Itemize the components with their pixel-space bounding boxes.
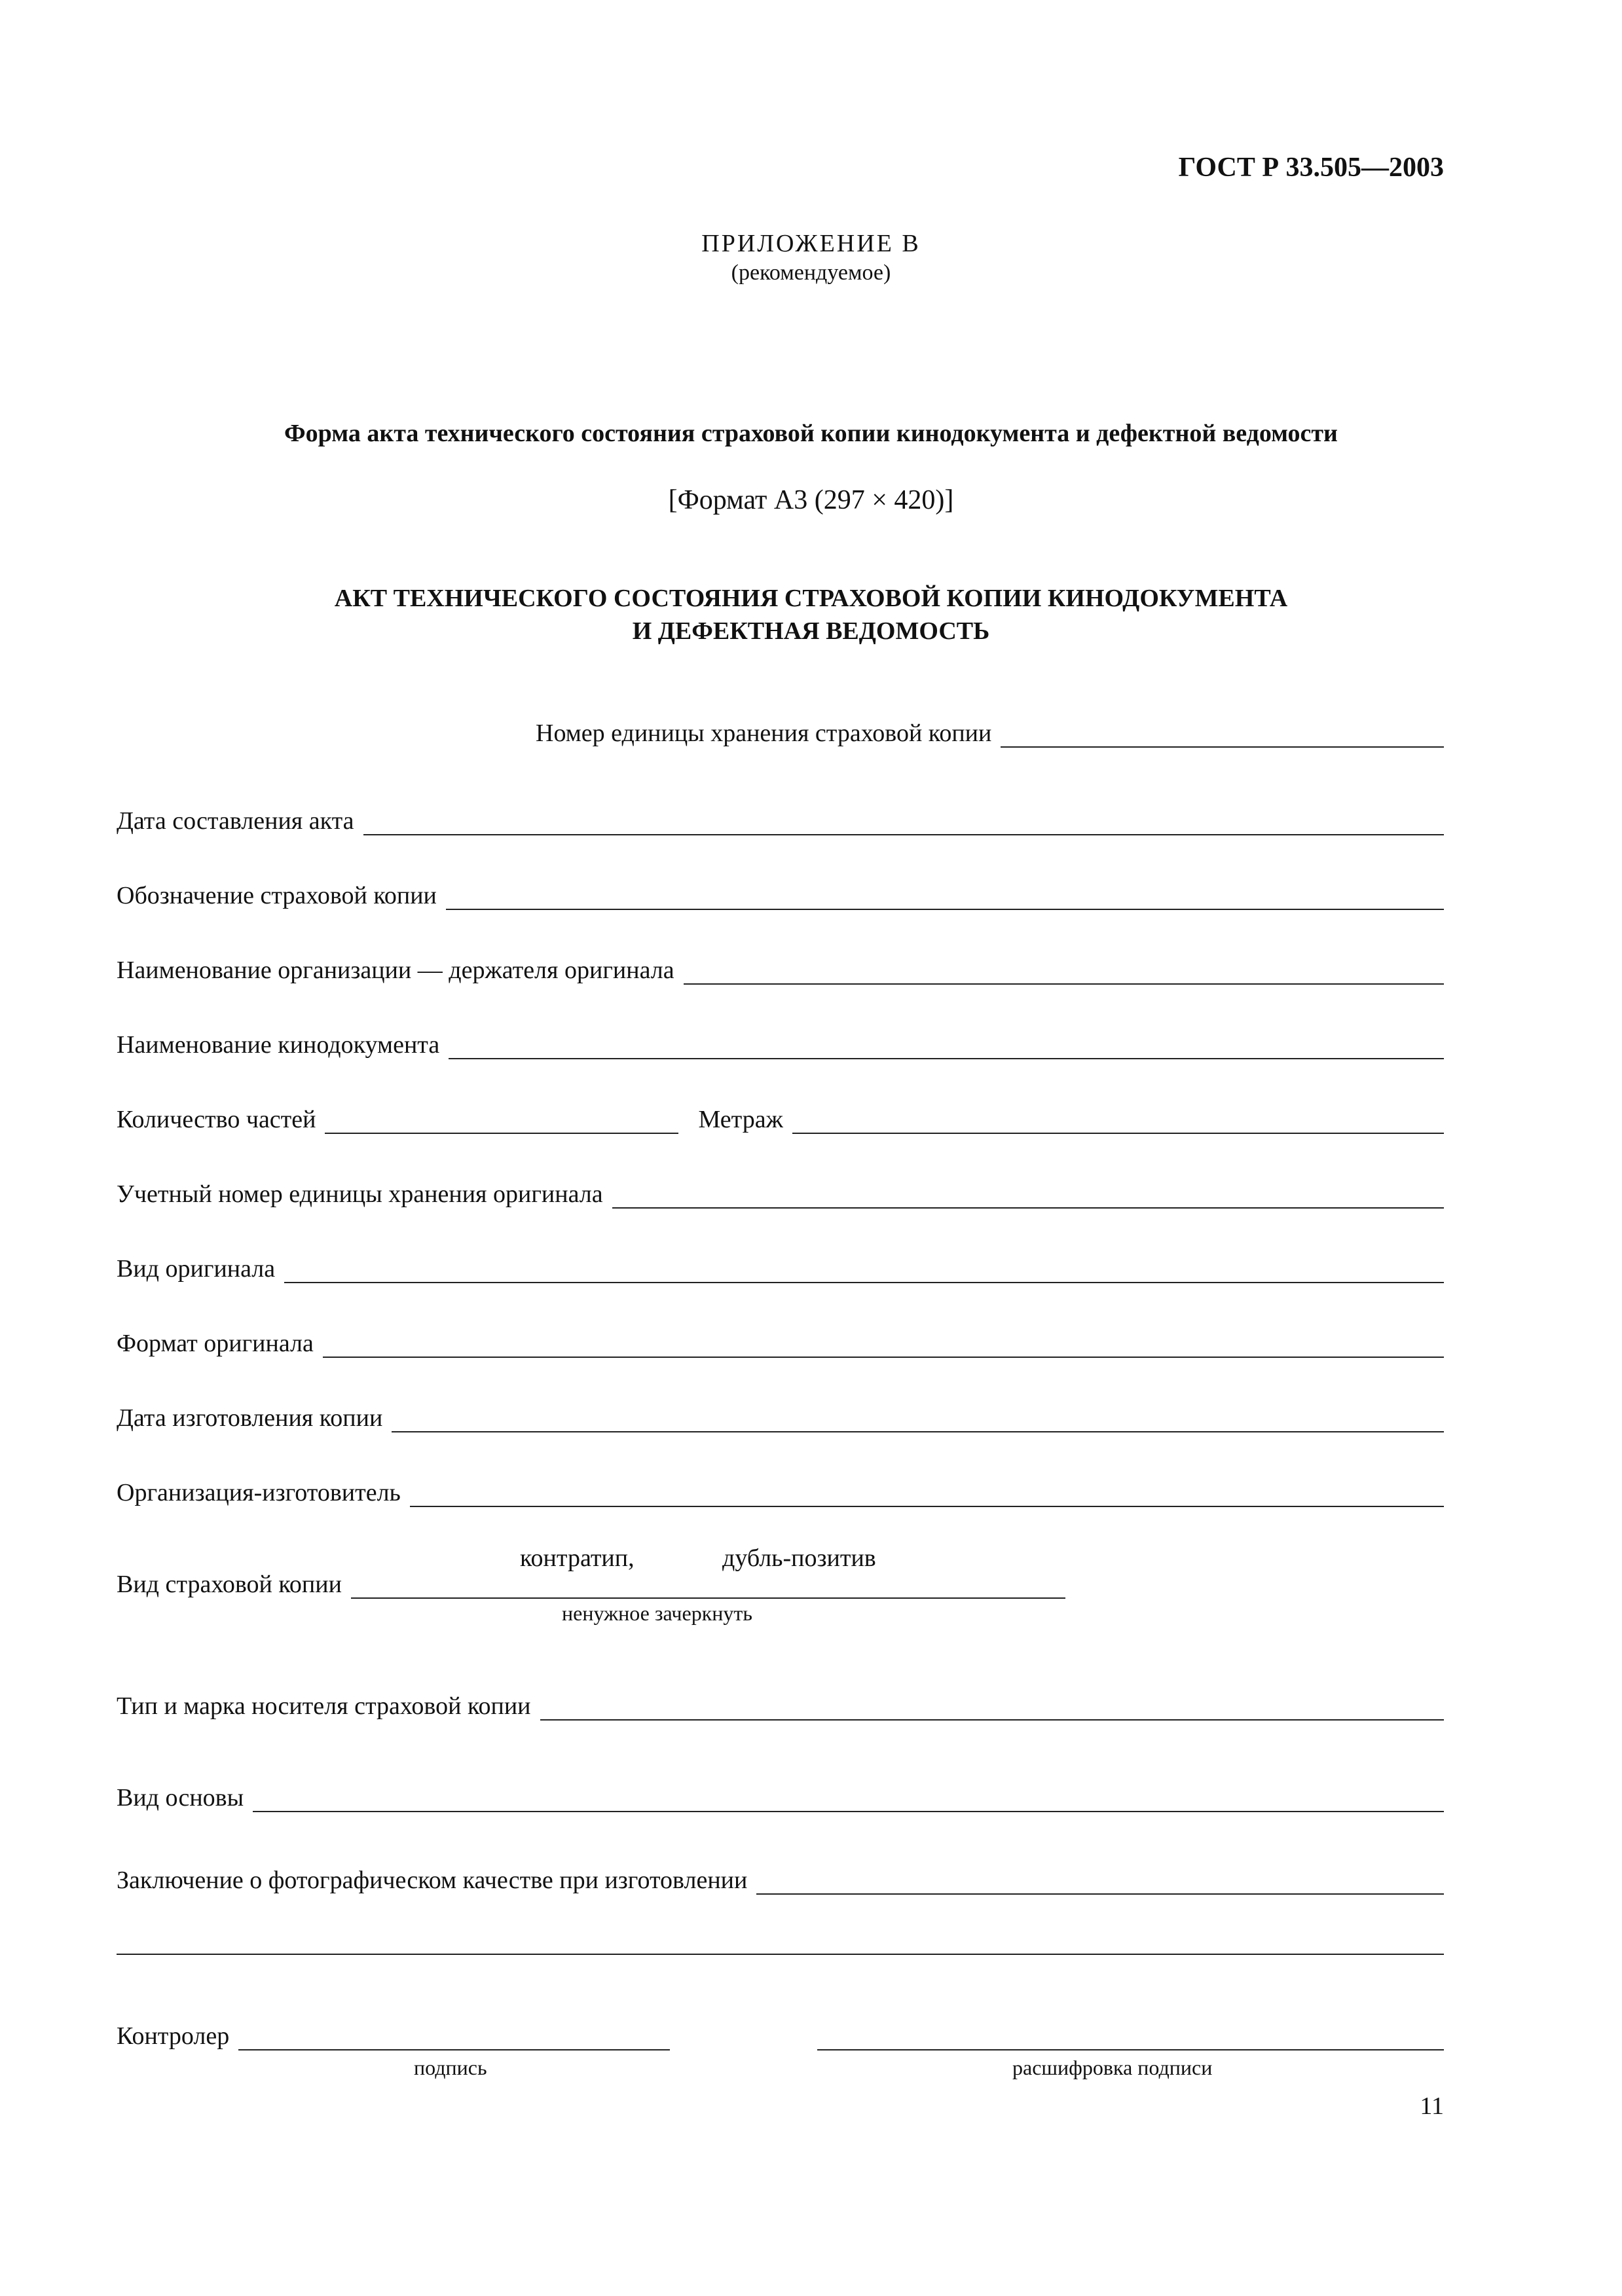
manufacturer-line[interactable] [410, 1478, 1444, 1507]
act-date-field[interactable] [117, 799, 1444, 835]
copy-designation-label: Обозначение страховой копии [117, 882, 437, 909]
original-storage-number-field[interactable] [117, 1172, 1444, 1209]
signature-decode-line[interactable] [817, 2049, 1444, 2050]
act-date-label: Дата составления акта [117, 807, 354, 835]
manufacturer-field[interactable] [117, 1470, 1444, 1507]
original-storage-number-label: Учетный номер единицы хранения оригинала [117, 1180, 603, 1208]
signature-hint: подпись [414, 2056, 487, 2079]
controller-label: Контролер [117, 2022, 230, 2050]
original-kind-line[interactable] [284, 1254, 1444, 1283]
appendix-title: ПРИЛОЖЕНИЕ В [701, 230, 921, 257]
film-name-label: Наименование кинодокумента [117, 1031, 440, 1059]
controller-signature-line[interactable] [238, 2022, 670, 2050]
base-kind-field[interactable] [117, 1776, 1444, 1812]
footage-line[interactable] [792, 1105, 1444, 1134]
base-kind-line[interactable] [253, 1783, 1444, 1812]
photo-quality-extra-line[interactable] [117, 1954, 1444, 1955]
copy-date-label: Дата изготовления копии [117, 1404, 383, 1432]
film-name-line[interactable] [449, 1030, 1444, 1059]
manufacturer-label: Организация-изготовитель [117, 1479, 401, 1506]
holder-org-field[interactable] [117, 948, 1444, 985]
parts-count-line[interactable] [325, 1105, 678, 1134]
copy-kind-field[interactable] [117, 1562, 1065, 1599]
original-format-label: Формат оригинала [117, 1330, 314, 1357]
photo-quality-field[interactable] [117, 1858, 1444, 1895]
storage-number-label: Номер единицы хранения страховой копии [536, 720, 992, 747]
act-title-line1: АКТ ТЕХНИЧЕСКОГО СОСТОЯНИЯ СТРАХОВОЙ КОПИИ КИНОДОКУМЕНТА [334, 585, 1288, 612]
original-kind-field[interactable] [117, 1247, 1444, 1283]
original-format-field[interactable] [117, 1321, 1444, 1358]
holder-org-label: Наименование организации — держателя оригинала [117, 957, 674, 984]
original-kind-label: Вид оригинала [117, 1255, 276, 1283]
carrier-type-field[interactable] [117, 1684, 1444, 1721]
signature-decode-hint: расшифровка подписи [1012, 2056, 1213, 2079]
carrier-type-label: Тип и марка носителя страховой копии [117, 1692, 531, 1720]
act-date-line[interactable] [363, 807, 1444, 835]
original-format-line[interactable] [323, 1329, 1444, 1358]
copy-kind-label: Вид страховой копии [117, 1571, 342, 1598]
copy-designation-field[interactable] [117, 873, 1444, 910]
film-name-field[interactable] [117, 1023, 1444, 1059]
footage-label: Метраж [698, 1106, 783, 1133]
act-title-line2: И ДЕФЕКТНАЯ ВЕДОМОСТЬ [632, 617, 990, 645]
copy-date-field[interactable] [117, 1396, 1444, 1432]
parts-footage-field[interactable] [117, 1097, 1444, 1134]
copy-date-line[interactable] [392, 1404, 1444, 1432]
photo-quality-line[interactable] [756, 1866, 1444, 1895]
copy-kind-option-dupe-positive[interactable]: дубль-позитив [722, 1544, 876, 1572]
copy-kind-line[interactable] [351, 1570, 1065, 1599]
carrier-type-line[interactable] [540, 1692, 1445, 1721]
form-title: Форма акта технического состояния страховой копии кинодокумента и дефектной ведомости [284, 420, 1338, 447]
controller-field[interactable] [117, 2014, 670, 2050]
copy-designation-line[interactable] [446, 881, 1444, 910]
page-number: 11 [1420, 2092, 1444, 2120]
parts-count-label: Количество частей [117, 1106, 316, 1133]
format-note: [Формат А3 (297 × 420)] [668, 485, 954, 515]
base-kind-label: Вид основы [117, 1784, 244, 1812]
storage-number-line[interactable] [1001, 719, 1444, 748]
storage-number-field[interactable] [536, 711, 1444, 748]
copy-kind-hint: ненужное зачеркнуть [562, 1601, 752, 1625]
copy-kind-option-contratype[interactable]: контратип, [520, 1544, 635, 1572]
original-storage-number-line[interactable] [612, 1180, 1444, 1209]
document-code: ГОСТ Р 33.505—2003 [1178, 153, 1444, 183]
appendix-note: (рекомендуемое) [731, 261, 891, 285]
photo-quality-label: Заключение о фотографическом качестве при изготовлении [117, 1867, 748, 1894]
holder-org-line[interactable] [684, 956, 1444, 985]
